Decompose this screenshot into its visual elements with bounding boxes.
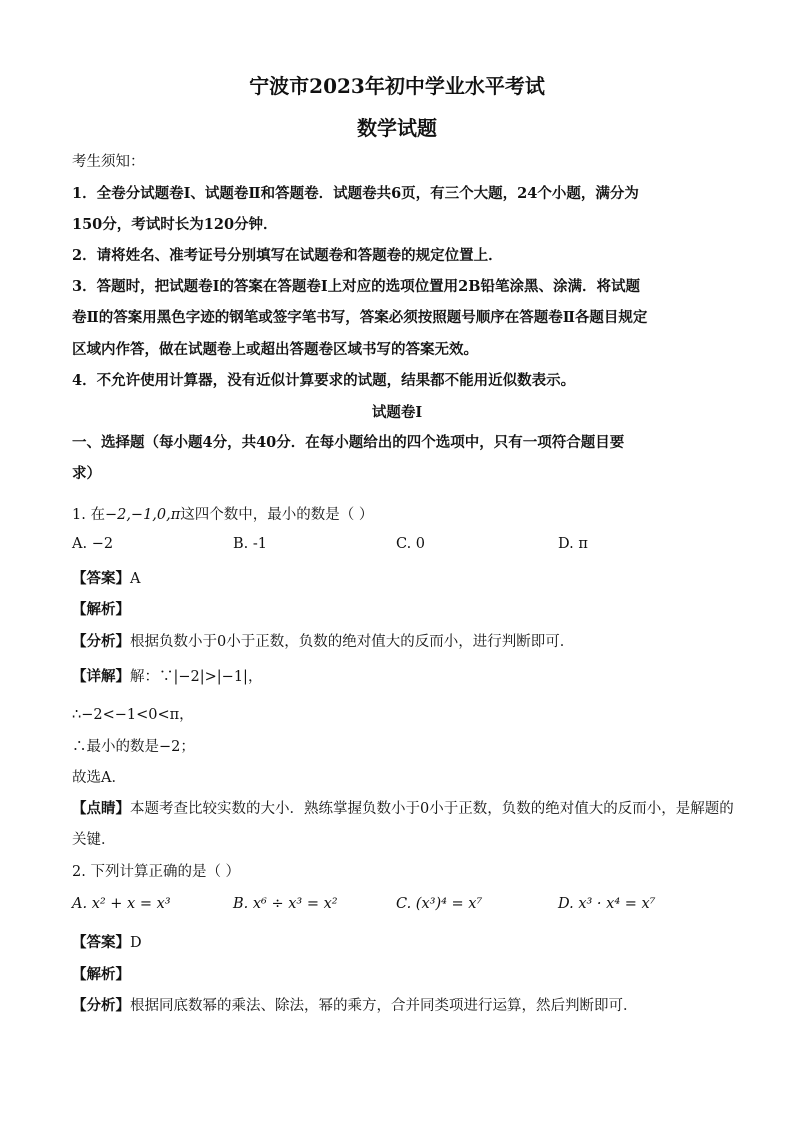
question-2-option-c: C. (x³)⁴ = x⁷: [396, 896, 483, 912]
part-one-heading-cont: 求）: [72, 465, 101, 482]
question-1-option-d: D. π: [558, 536, 588, 552]
question-1-comment: [72, 797, 734, 818]
question-1-analysis-tag: 【解析】: [72, 601, 130, 618]
notice-line-7: 4．不允许使用计算器，没有近似计算要求的试题，结果都不能用近似数表示。: [72, 372, 576, 389]
question-1-option-c: C. 0: [396, 536, 426, 552]
question-1-detail: [72, 665, 262, 686]
question-1-step-2: ∴最小的数是−2；: [72, 739, 195, 755]
section-title: 试题卷Ⅰ: [371, 404, 423, 421]
question-1-option-a: A. −2: [72, 536, 114, 552]
answer-value: D: [130, 935, 142, 951]
question-1-prefix: 1. 在: [72, 507, 105, 523]
question-1-answer: [72, 567, 140, 588]
question-2-stem: 2. 下列计算正确的是（ ）: [72, 864, 241, 880]
notice-heading: 考生须知：: [72, 154, 145, 170]
fenxi-text: 根据负数小于0小于正数，负数的绝对值大的反而小，进行判断即可．: [130, 634, 575, 650]
answer-value: A: [130, 571, 141, 587]
question-1-suffix: 这四个数中，最小的数是（ ）: [180, 507, 374, 523]
question-1-math: −2,−1,0,π: [104, 507, 181, 523]
question-1-step-1: ∴−2<−1<0<π，: [72, 707, 194, 723]
question-1-option-b: B. -1: [233, 536, 267, 552]
detail-tag: 【详解】: [72, 668, 130, 685]
notice-line-1: 1．全卷分试题卷Ⅰ、试题卷Ⅱ和答题卷．试题卷共6页，有三个大题，24个小题，满分为: [72, 185, 639, 202]
comment-text: 本题考查比较实数的大小．熟练掌握负数小于0小于正数，负数的绝对值大的反而小，是解题的: [130, 801, 734, 817]
answer-tag: 【答案】: [72, 570, 130, 587]
question-1-stem: [72, 503, 373, 524]
question-1-comment-cont: 关键．: [72, 832, 116, 848]
detail-text: 解：∵|−2|>|−1|，: [130, 669, 263, 685]
notice-line-6: 区域内作答，做在试题卷上或超出答题卷区域书写的答案无效。: [72, 341, 478, 358]
fenxi-tag: 【分析】: [72, 633, 130, 650]
question-2-option-d: D. x³ · x⁴ = x⁷: [558, 896, 656, 912]
comment-tag: 【点睛】: [72, 800, 130, 817]
question-2-fenxi: [72, 994, 638, 1015]
question-1-step-3: 故选A．: [72, 770, 126, 786]
notice-line-3: 2．请将姓名、准考证号分别填写在试题卷和答题卷的规定位置上．: [72, 247, 503, 264]
question-2-option-b: B. x⁶ ÷ x³ = x²: [233, 896, 338, 912]
page-subtitle: 数学试题: [357, 116, 437, 140]
question-2-option-a: A. x² + x = x³: [72, 896, 171, 912]
notice-line-2: 150分，考试时长为120分钟．: [72, 216, 278, 233]
notice-line-4: 3．答题时，把试题卷Ⅰ的答案在答题卷Ⅰ上对应的选项位置用2B铅笔涂黑、涂满．将试题: [72, 278, 640, 295]
question-2-answer: [72, 931, 142, 952]
part-one-heading: 一、选择题（每小题4分，共40分．在每小题给出的四个选项中，只有一项符合题目要: [72, 434, 625, 451]
answer-tag: 【答案】: [72, 934, 130, 951]
fenxi-text: 根据同底数幂的乘法、除法，幂的乘方，合并同类项进行运算，然后判断即可．: [130, 998, 638, 1014]
fenxi-tag: 【分析】: [72, 997, 130, 1014]
page-title: 宁波市2023年初中学业水平考试: [249, 74, 545, 98]
question-1-fenxi: [72, 630, 574, 651]
notice-line-5: 卷Ⅱ的答案用黑色字迹的钢笔或签字笔书写，答案必须按照题号顺序在答题卷Ⅱ各题目规定: [72, 309, 648, 326]
question-2-analysis-tag: 【解析】: [72, 966, 130, 983]
